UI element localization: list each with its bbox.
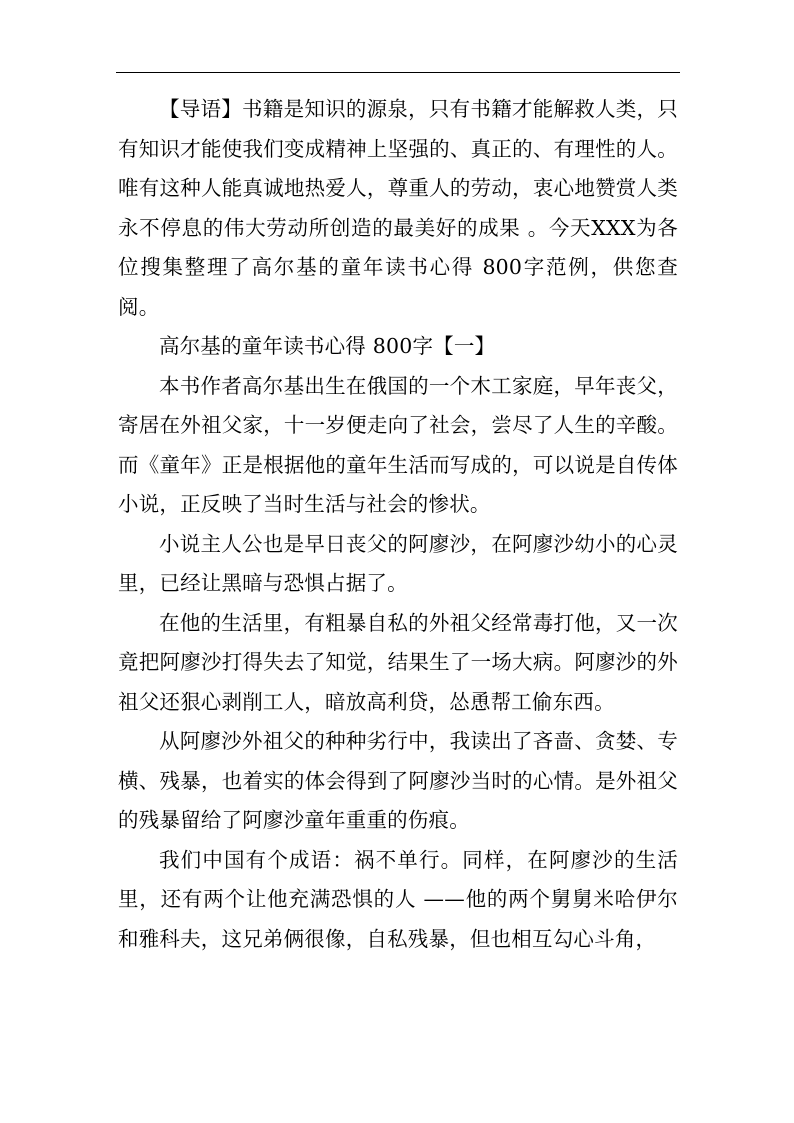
body-paragraph: 在他的生活里，有粗暴自私的外祖父经常毒打他，又一次竟把阿廖沙打得失去了知觉，结果生了一场大病。阿廖沙的外祖父还狠心剥削工人，暗放高利贷，怂恿帮工偷东西。 <box>118 610 678 714</box>
intro-paragraph: 【导语】书籍是知识的源泉，只有书籍才能解救人类，只有知识才能使我们变成精神上坚强的、真正的、有理性的人。唯有这种人能真诚地热爱人，尊重人的劳动，衷心地赞赏人类永不停息的伟大劳动所创造的最美好的成果 。今天XXX为各位搜集整理了高尔基的童年读书心得 800字范例，供您查阅。 <box>118 97 678 319</box>
body-paragraph: 从阿廖沙外祖父的种种劣行中，我读出了吝啬、贪婪、专横、残暴，也着实的体会得到了阿廖沙当时的心情。是外祖父的残暴留给了阿廖沙童年重重的伤痕。 <box>118 729 678 832</box>
body-paragraph: 本书作者高尔基出生在俄国的一个木工家庭，早年丧父，寄居在外祖父家，十一岁便走向了社会，尝尽了人生的辛酸。而《童年》正是根据他的童年生活而写成的，可以说是自传体小说，正反映了当时生活与社会的惨状。 <box>118 373 678 516</box>
header-divider <box>116 72 680 73</box>
document-body <box>118 90 678 959</box>
section-heading: 高尔基的童年读书心得 800字【一】 <box>159 334 496 358</box>
body-paragraph: 我们中国有个成语：祸不单行。同样，在阿廖沙的生活里，还有两个让他充满恐惧的人 ——他的两个舅舅米哈伊尔和雅科夫，这兄弟俩很像，自私残暴，但也相互勾心斗角， <box>118 847 678 951</box>
body-paragraph: 小说主人公也是早日丧父的阿廖沙，在阿廖沙幼小的心灵里，已经让黑暗与恐惧占据了。 <box>118 531 678 595</box>
